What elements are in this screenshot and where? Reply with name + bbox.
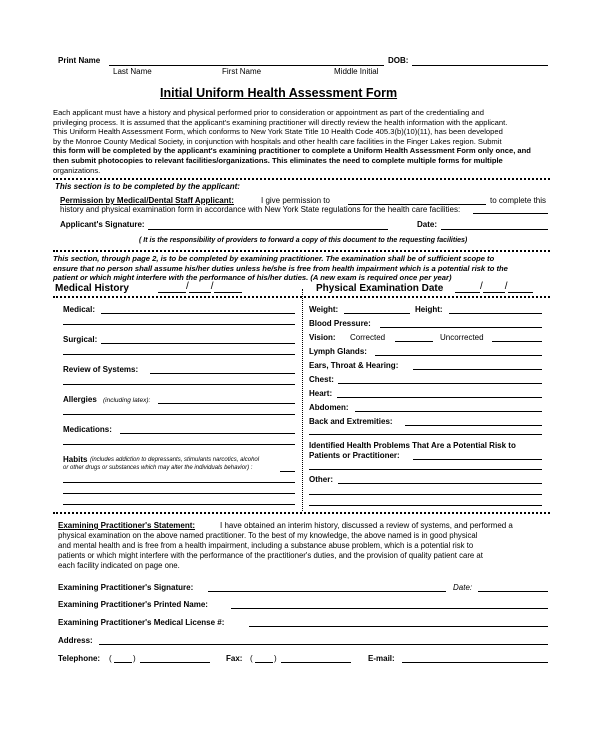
- divider: [53, 512, 550, 514]
- practitioner-signature-field[interactable]: [208, 591, 446, 592]
- practitioner-license-label: Examining Practitioner's Medical License #:: [58, 618, 225, 627]
- back-extremities-field-line2[interactable]: [309, 434, 542, 435]
- other-field[interactable]: [338, 483, 542, 484]
- habits-field-line2[interactable]: [63, 482, 295, 483]
- habits-label: Habits: [63, 455, 88, 464]
- blood-pressure-label: Blood Pressure:: [309, 319, 371, 328]
- applicant-date-label: Date:: [417, 220, 438, 229]
- dob-field[interactable]: [412, 65, 548, 66]
- ears-throat-hearing-label: Ears, Throat & Hearing:: [309, 361, 399, 370]
- ears-throat-hearing-field[interactable]: [413, 369, 542, 370]
- height-label: Height:: [415, 305, 443, 314]
- height-field[interactable]: [449, 313, 542, 314]
- identified-problems-label-line2: Patients or Practitioner:: [309, 451, 400, 460]
- medical-history-date-field[interactable]: / /: [158, 281, 242, 293]
- address-field[interactable]: [99, 644, 548, 645]
- responsibility-note: ( It is the responsibility of providers to forward a copy of this document to the requesting facilities): [139, 237, 468, 244]
- habits-note-line2: or other drugs or substances which may alter the individuals behavior) :: [63, 465, 253, 471]
- surgical-field-line2[interactable]: [63, 354, 295, 355]
- facilities-field[interactable]: [473, 213, 548, 214]
- column-divider: [302, 289, 303, 511]
- medical-field[interactable]: [101, 313, 295, 314]
- surgical-label: Surgical:: [63, 335, 98, 344]
- vision-label: Vision:: [309, 333, 336, 342]
- form-title: Initial Uniform Health Assessment Form: [160, 86, 398, 100]
- other-field-line3[interactable]: [309, 505, 542, 506]
- surgical-field[interactable]: [101, 343, 295, 344]
- heart-field[interactable]: [337, 397, 542, 398]
- medications-field-line2[interactable]: [63, 444, 295, 445]
- statement-label: Examining Practitioner's Statement:: [58, 521, 196, 530]
- lymph-glands-field[interactable]: [375, 355, 542, 356]
- vision-corrected-label: Corrected: [350, 333, 386, 342]
- blood-pressure-field[interactable]: [380, 327, 542, 328]
- habits-field[interactable]: [280, 471, 295, 472]
- permission-line2: history and physical examination form in accordance with New York State regulations for the health care facilities:: [60, 205, 461, 214]
- back-extremities-label: Back and Extremities:: [309, 417, 393, 426]
- applicant-signature-field[interactable]: [148, 229, 388, 230]
- abdomen-field[interactable]: [355, 411, 542, 412]
- medications-label: Medications:: [63, 425, 112, 434]
- practitioner-section-intro: This section, through page 2, is to be completed by examining practitioner. The examination shall be of sufficient scope to ensure that no person shall assume his/her duties unless he/she is free from health impairment which is a potential risk to the patient or which might interfere with the performance of his/her duties. (A new exam is required once per year): [53, 254, 508, 283]
- email-field[interactable]: [402, 662, 548, 663]
- fax-field[interactable]: [281, 662, 351, 663]
- divider: [53, 178, 550, 180]
- back-extremities-field[interactable]: [405, 425, 542, 426]
- medical-label: Medical:: [63, 305, 96, 314]
- print-name-label: Print Name: [58, 56, 101, 65]
- habits-note-line1: (includes addiction to depressants, stimulants narcotics, alcohol: [90, 457, 260, 463]
- address-label: Address:: [58, 636, 93, 645]
- allergies-field[interactable]: [158, 403, 295, 404]
- review-of-systems-field[interactable]: [150, 373, 295, 374]
- physical-exam-heading: Physical Examination Date: [316, 283, 444, 294]
- statement-line1: I have obtained an interim history, discussed a review of systems, and performed a: [220, 521, 513, 530]
- print-name-field[interactable]: [109, 65, 384, 66]
- chest-field[interactable]: [338, 383, 542, 384]
- divider: [53, 250, 550, 252]
- medical-field-line2[interactable]: [63, 324, 295, 325]
- applicant-signature-label: Applicant's Signature:: [60, 220, 145, 229]
- medical-history-heading: Medical History: [55, 283, 129, 294]
- practitioner-license-field[interactable]: [249, 626, 548, 627]
- review-of-systems-label: Review of Systems:: [63, 365, 139, 374]
- fax-paren-close: ): [274, 654, 277, 663]
- weight-field[interactable]: [344, 313, 410, 314]
- identified-problems-field[interactable]: [413, 459, 542, 460]
- dob-label: DOB:: [388, 56, 409, 65]
- heart-label: Heart:: [309, 389, 333, 398]
- applicant-date-field[interactable]: [441, 229, 548, 230]
- allergies-label: Allergies: [63, 395, 97, 404]
- permission-text-b: to complete this: [490, 196, 547, 205]
- telephone-label: Telephone:: [58, 654, 101, 663]
- applicant-section-heading: This section is to be completed by the applicant:: [55, 182, 240, 191]
- email-label: E-mail:: [368, 654, 395, 663]
- allergies-note: (including latex):: [103, 397, 151, 404]
- physical-exam-date-field[interactable]: / /: [455, 281, 533, 293]
- vision-uncorrected-label: Uncorrected: [440, 333, 484, 342]
- middle-initial-caption: Middle Initial: [334, 67, 379, 76]
- habits-field-line4[interactable]: [63, 504, 295, 505]
- last-name-caption: Last Name: [113, 67, 152, 76]
- intro-paragraph: Each applicant must have a history and physical performed prior to consideration or appointment as part of the credentialing and privileging process. It is assumed that the applicant's examining practitioner will directly review the health information with the applicant. This Uniform Health Assessment Form, which conforms to New York State Title 10 Health Code 405.3(b)(10)(11), has been developed by the Monroe County Medical Society, in conjunction with hospitals and other health care facilities in the Finger Lakes region. Submit this form will be completed by the applicant's examining practitioner to complete a Uniform Health Assessment Form only once, and then submit photocopies to relevant facilities/organizations. This eliminates the need to complete multiple forms for multiple organizations.: [53, 108, 531, 175]
- practitioner-date-field[interactable]: [478, 591, 548, 592]
- chest-label: Chest:: [309, 375, 334, 384]
- abdomen-label: Abdomen:: [309, 403, 349, 412]
- telephone-paren-open: (: [109, 654, 112, 663]
- other-field-line2[interactable]: [309, 494, 542, 495]
- fax-area-code-field[interactable]: [255, 662, 273, 663]
- identified-problems-label-line1: Identified Health Problems That Are a Potential Risk to: [309, 441, 516, 450]
- telephone-area-code-field[interactable]: [114, 662, 132, 663]
- lymph-glands-label: Lymph Glands:: [309, 347, 367, 356]
- statement-text: physical examination on the above named practitioner. To the best of my knowledge, the above named is in good physical and mental health and is free from a health impairment, including a substance abuse problem, which is a potential risk to patients or which might interfere with the performance of the practitioner's duties, and the provision of quality patient care at each facility indicated on page one.: [58, 531, 483, 570]
- telephone-paren-close: ): [133, 654, 136, 663]
- review-of-systems-field-line2[interactable]: [63, 384, 295, 385]
- telephone-field[interactable]: [140, 662, 210, 663]
- permission-label: Permission by Medical/Dental Staff Applicant:: [60, 196, 234, 205]
- fax-paren-open: (: [250, 654, 253, 663]
- practitioner-printed-name-label: Examining Practitioner's Printed Name:: [58, 600, 208, 609]
- vision-uncorrected-field[interactable]: [492, 341, 542, 342]
- practitioner-printed-name-field[interactable]: [231, 608, 548, 609]
- habits-field-line3[interactable]: [63, 493, 295, 494]
- allergies-field-line2[interactable]: [63, 414, 295, 415]
- fax-label: Fax:: [226, 654, 243, 663]
- practitioner-date-label: Date:: [453, 583, 473, 592]
- first-name-caption: First Name: [222, 67, 262, 76]
- weight-label: Weight:: [309, 305, 339, 314]
- vision-corrected-field[interactable]: [395, 341, 433, 342]
- practitioner-signature-label: Examining Practitioner's Signature:: [58, 583, 194, 592]
- identified-problems-field-line2[interactable]: [309, 469, 542, 470]
- medications-field[interactable]: [120, 433, 295, 434]
- permission-text-a: I give permission to: [261, 196, 330, 205]
- other-label: Other:: [309, 475, 333, 484]
